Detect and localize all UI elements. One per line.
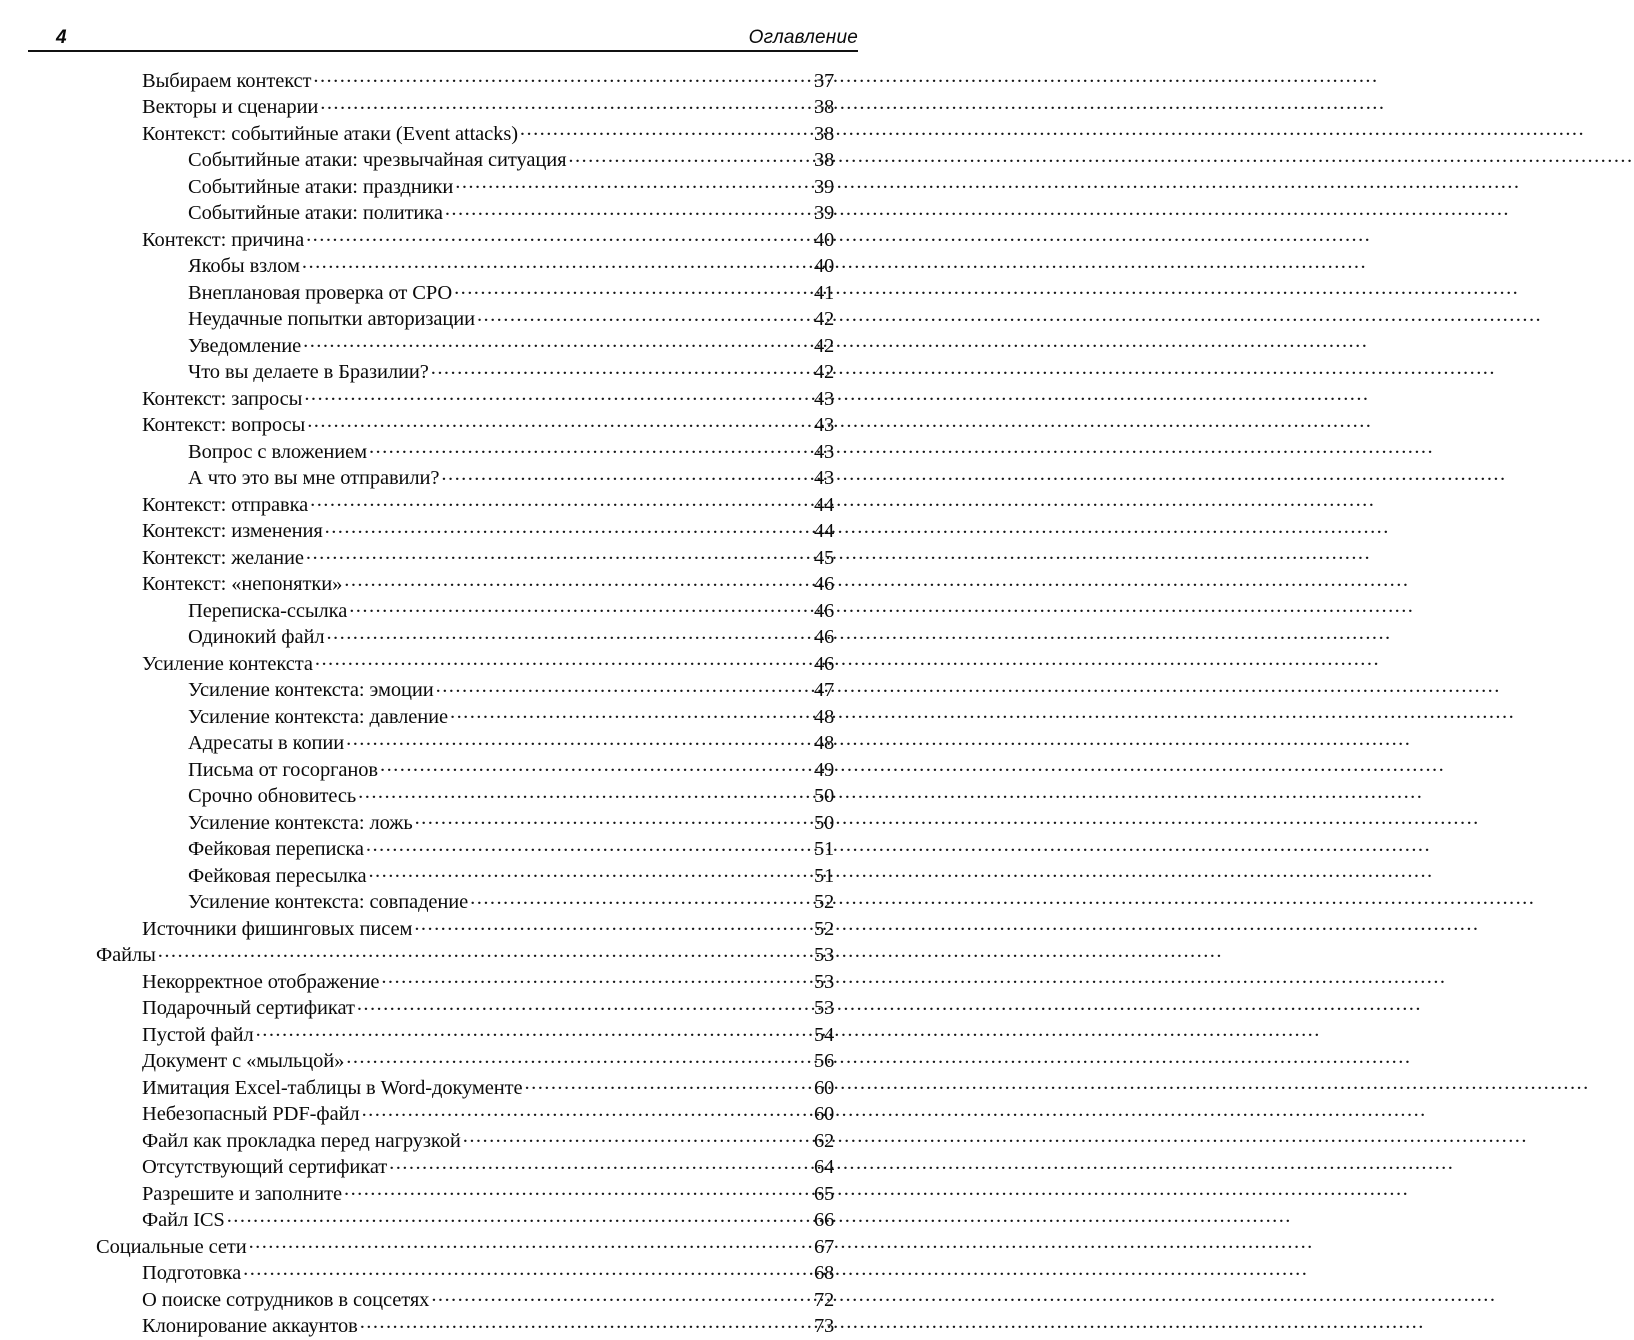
toc-entry-page-number: 41 bbox=[814, 281, 835, 304]
toc-leader-dots bbox=[158, 941, 813, 962]
toc-entry-label: Контекст: событийные атаки (Event attacks) bbox=[142, 122, 518, 145]
toc-entry[interactable] bbox=[0, 649, 915, 676]
toc-entry-label: Письма от госорганов bbox=[188, 758, 379, 781]
toc-entry[interactable] bbox=[0, 464, 915, 491]
toc-entry[interactable] bbox=[0, 1100, 915, 1127]
toc-entry[interactable] bbox=[0, 358, 915, 385]
toc-entry-page-number: 43 bbox=[814, 414, 835, 436]
toc-entry-label: Усиление контекста bbox=[142, 652, 313, 675]
toc-leader-dots bbox=[415, 808, 813, 829]
toc-entry-label: Адресаты в копии bbox=[188, 732, 345, 754]
toc-entry-page-number: 46 bbox=[814, 573, 835, 595]
toc-entry-label: Векторы и сценарии bbox=[142, 96, 319, 118]
toc-entry-page-number: 46 bbox=[814, 652, 835, 675]
toc-entry-page-number: 38 bbox=[814, 149, 835, 171]
toc-entry-label: Контекст: отправка bbox=[142, 493, 309, 516]
toc-leader-dots bbox=[313, 66, 813, 87]
toc-entry-label: Некорректное отображение bbox=[142, 970, 380, 993]
toc-entry-page-number: 50 bbox=[814, 785, 835, 807]
toc-entry-label: Якобы взлом bbox=[188, 255, 300, 277]
toc-leader-dots bbox=[249, 1232, 813, 1253]
toc-leader-dots bbox=[381, 967, 813, 988]
toc-entry-page-number: 60 bbox=[814, 1103, 835, 1125]
toc-entry[interactable] bbox=[0, 331, 915, 358]
toc-entry[interactable] bbox=[0, 755, 915, 782]
toc-entry[interactable] bbox=[0, 199, 915, 226]
toc-entry-label: Контекст: причина bbox=[142, 228, 305, 251]
toc-entry[interactable] bbox=[0, 623, 915, 650]
toc-entry[interactable] bbox=[0, 1020, 915, 1047]
toc-entry[interactable] bbox=[0, 146, 915, 173]
toc-entry-label: Внеплановая проверка от СРО bbox=[188, 281, 453, 304]
toc-entry-label: Событийные атаки: политика bbox=[188, 202, 443, 224]
toc-leader-dots bbox=[450, 702, 813, 723]
toc-entry[interactable] bbox=[0, 437, 915, 464]
toc-leader-dots bbox=[349, 596, 813, 617]
toc-entry-label: А что это вы мне отправили? bbox=[188, 467, 440, 489]
toc-leader-dots bbox=[366, 835, 813, 856]
toc-entry-page-number: 47 bbox=[814, 679, 835, 701]
toc-entry-label: Разрешите и заполните bbox=[142, 1182, 342, 1205]
toc-entry-label: Событийные атаки: чрезвычайная ситуация bbox=[188, 149, 567, 171]
toc-entry-page-number: 42 bbox=[814, 308, 835, 330]
toc-entry-label: Файл как прокладка перед нагрузкой bbox=[142, 1129, 461, 1152]
toc-leader-dots bbox=[568, 146, 813, 167]
toc-entry-label: Фейковая переписка bbox=[188, 838, 364, 860]
toc-leader-dots bbox=[369, 437, 813, 458]
toc-entry-page-number: 42 bbox=[814, 361, 835, 383]
toc-entry-label: Социальные сети bbox=[96, 1235, 247, 1258]
toc-entry[interactable] bbox=[0, 305, 915, 332]
toc-entry[interactable] bbox=[0, 967, 915, 994]
toc-entry[interactable] bbox=[0, 411, 915, 438]
toc-leader-dots bbox=[463, 1126, 813, 1147]
toc-entry-page-number: 48 bbox=[814, 705, 835, 728]
toc-entry-label: Источники фишинговых писем bbox=[142, 917, 413, 940]
toc-entry-page-number: 53 bbox=[814, 944, 835, 966]
toc-entry[interactable] bbox=[0, 888, 915, 915]
toc-entry-label: Усиление контекста: давление bbox=[188, 705, 448, 728]
toc-entry-page-number: 43 bbox=[814, 467, 835, 489]
toc-entry-label: Контекст: желание bbox=[142, 546, 304, 569]
toc-leader-dots bbox=[320, 93, 813, 114]
running-head-title: Оглавление bbox=[748, 27, 858, 48]
toc-leader-dots bbox=[414, 914, 813, 935]
toc-entry-page-number: 64 bbox=[814, 1156, 835, 1178]
toc-leader-dots bbox=[380, 755, 813, 776]
toc-entry-page-number: 49 bbox=[814, 758, 835, 781]
toc-entry-page-number: 56 bbox=[814, 1050, 835, 1072]
toc-entry[interactable] bbox=[0, 1047, 915, 1074]
toc-entry-page-number: 53 bbox=[814, 997, 835, 1019]
toc-leader-dots bbox=[525, 1073, 813, 1094]
toc-leader-dots bbox=[310, 490, 813, 511]
toc-leader-dots bbox=[362, 1100, 813, 1121]
toc-leader-dots bbox=[325, 517, 813, 538]
toc-entry[interactable] bbox=[0, 66, 915, 93]
toc-entry-label: Файл ICS bbox=[142, 1209, 225, 1231]
toc-leader-dots bbox=[306, 225, 813, 246]
toc-leader-dots bbox=[344, 570, 813, 591]
toc-entry-page-number: 51 bbox=[814, 864, 835, 887]
toc-leader-dots bbox=[477, 305, 813, 326]
toc-entry[interactable] bbox=[0, 1259, 915, 1286]
table-of-contents bbox=[0, 66, 915, 1338]
toc-entry[interactable] bbox=[0, 1073, 915, 1100]
toc-entry-page-number: 39 bbox=[814, 202, 835, 224]
toc-entry-page-number: 73 bbox=[814, 1315, 835, 1337]
toc-entry-page-number: 40 bbox=[814, 228, 835, 251]
toc-leader-dots bbox=[431, 1285, 813, 1306]
toc-entry-label: Уведомление bbox=[188, 334, 302, 357]
toc-entry[interactable] bbox=[0, 782, 915, 809]
toc-entry[interactable] bbox=[0, 1126, 915, 1153]
toc-entry[interactable] bbox=[0, 1179, 915, 1206]
toc-entry-page-number: 53 bbox=[814, 970, 835, 993]
toc-entry-label: Усиление контекста: ложь bbox=[188, 811, 413, 834]
toc-entry-page-number: 60 bbox=[814, 1076, 835, 1099]
toc-entry[interactable] bbox=[0, 278, 915, 305]
toc-entry-label: Файлы bbox=[96, 944, 156, 966]
toc-leader-dots bbox=[303, 331, 813, 352]
toc-entry-page-number: 52 bbox=[814, 891, 835, 913]
toc-entry-page-number: 42 bbox=[814, 334, 835, 357]
toc-leader-dots bbox=[368, 861, 813, 882]
toc-entry[interactable] bbox=[0, 225, 915, 252]
toc-entry[interactable] bbox=[0, 93, 915, 120]
toc-leader-dots bbox=[445, 199, 813, 220]
toc-entry[interactable] bbox=[0, 702, 915, 729]
toc-leader-dots bbox=[441, 464, 813, 485]
toc-entry[interactable] bbox=[0, 543, 915, 570]
page-folio: 4 bbox=[56, 27, 67, 48]
toc-entry-label: Неудачные попытки авторизации bbox=[188, 308, 475, 330]
toc-entry-label: Небезопасный PDF-файл bbox=[142, 1103, 360, 1125]
toc-entry-label: Усиление контекста: эмоции bbox=[188, 679, 434, 701]
toc-entry-page-number: 50 bbox=[814, 811, 835, 834]
toc-entry[interactable] bbox=[0, 994, 915, 1021]
toc-entry-page-number: 44 bbox=[814, 493, 835, 516]
toc-entry[interactable] bbox=[0, 1232, 915, 1259]
toc-entry-page-number: 46 bbox=[814, 626, 835, 648]
toc-entry[interactable] bbox=[0, 490, 915, 517]
toc-entry-label: Выбираем контекст bbox=[142, 69, 312, 92]
toc-entry[interactable] bbox=[0, 914, 915, 941]
toc-entry[interactable] bbox=[0, 676, 915, 703]
toc-entry[interactable] bbox=[0, 172, 915, 199]
toc-entry-label: Отсутствующий сертификат bbox=[142, 1156, 388, 1178]
toc-entry[interactable] bbox=[0, 808, 915, 835]
toc-entry[interactable] bbox=[0, 384, 915, 411]
toc-leader-dots bbox=[304, 384, 813, 405]
toc-leader-dots bbox=[306, 543, 813, 564]
toc-entry[interactable] bbox=[0, 835, 915, 862]
toc-entry-label: Пустой файл bbox=[142, 1023, 254, 1046]
toc-entry-page-number: 51 bbox=[814, 838, 835, 860]
toc-entry-label: Усиление контекста: совпадение bbox=[188, 891, 469, 913]
toc-entry-label: Одинокий файл bbox=[188, 626, 325, 648]
toc-leader-dots bbox=[454, 278, 813, 299]
toc-leader-dots bbox=[455, 172, 813, 193]
toc-entry[interactable] bbox=[0, 729, 915, 756]
toc-entry-page-number: 54 bbox=[814, 1023, 835, 1046]
toc-leader-dots bbox=[431, 358, 813, 379]
toc-entry-page-number: 37 bbox=[814, 69, 835, 92]
toc-entry-label: Контекст: вопросы bbox=[142, 414, 306, 436]
toc-entry-label: Клонирование аккаунтов bbox=[142, 1315, 358, 1337]
toc-entry-page-number: 40 bbox=[814, 255, 835, 277]
toc-entry[interactable] bbox=[0, 119, 915, 146]
toc-entry[interactable] bbox=[0, 861, 915, 888]
toc-leader-dots bbox=[357, 994, 813, 1015]
toc-entry[interactable] bbox=[0, 941, 915, 968]
toc-leader-dots bbox=[346, 1047, 813, 1068]
toc-leader-dots bbox=[227, 1206, 813, 1227]
toc-entry-label: О поиске сотрудников в соцсетях bbox=[142, 1288, 430, 1311]
toc-leader-dots bbox=[358, 782, 813, 803]
toc-entry-page-number: 38 bbox=[814, 96, 835, 118]
toc-entry[interactable] bbox=[0, 570, 915, 597]
toc-entry-page-number: 43 bbox=[814, 387, 835, 410]
toc-entry-page-number: 52 bbox=[814, 917, 835, 940]
toc-entry-label: Срочно обновитесь bbox=[188, 785, 357, 807]
toc-leader-dots bbox=[302, 252, 813, 273]
toc-entry-label: Контекст: запросы bbox=[142, 387, 303, 410]
toc-entry-page-number: 67 bbox=[814, 1235, 835, 1258]
toc-leader-dots bbox=[360, 1312, 813, 1333]
toc-entry-label: Переписка-ссылка bbox=[188, 599, 348, 622]
toc-entry-page-number: 72 bbox=[814, 1288, 835, 1311]
toc-entry-label: Вопрос с вложением bbox=[188, 440, 367, 463]
toc-entry-page-number: 38 bbox=[814, 122, 835, 145]
toc-entry-label: Контекст: «непонятки» bbox=[142, 573, 343, 595]
toc-leader-dots bbox=[243, 1259, 813, 1280]
toc-entry-page-number: 43 bbox=[814, 440, 835, 463]
toc-entry[interactable] bbox=[0, 1285, 915, 1312]
toc-leader-dots bbox=[470, 888, 813, 909]
toc-entry-page-number: 39 bbox=[814, 175, 835, 198]
toc-leader-dots bbox=[256, 1020, 813, 1041]
toc-entry-label: Подарочный сертификат bbox=[142, 997, 355, 1019]
toc-leader-dots bbox=[307, 411, 813, 432]
toc-leader-dots bbox=[326, 623, 813, 644]
toc-entry-page-number: 62 bbox=[814, 1129, 835, 1152]
toc-entry-page-number: 68 bbox=[814, 1262, 835, 1284]
toc-entry[interactable] bbox=[0, 596, 915, 623]
toc-entry-label: Контекст: изменения bbox=[142, 520, 323, 542]
toc-entry-page-number: 45 bbox=[814, 546, 835, 569]
toc-entry[interactable] bbox=[0, 252, 915, 279]
toc-entry-label: Что вы делаете в Бразилии? bbox=[188, 361, 429, 383]
toc-entry[interactable] bbox=[0, 1206, 915, 1233]
toc-entry-page-number: 66 bbox=[814, 1209, 835, 1231]
toc-entry-label: Имитация Excel-таблицы в Word-документе bbox=[142, 1076, 523, 1099]
toc-leader-dots bbox=[344, 1179, 813, 1200]
toc-entry[interactable] bbox=[0, 517, 915, 544]
toc-leader-dots bbox=[520, 119, 813, 140]
toc-entry-page-number: 46 bbox=[814, 599, 835, 622]
toc-entry-page-number: 48 bbox=[814, 732, 835, 754]
toc-leader-dots bbox=[389, 1153, 813, 1174]
toc-entry[interactable] bbox=[0, 1312, 915, 1339]
toc-leader-dots bbox=[436, 676, 813, 697]
toc-entry-page-number: 65 bbox=[814, 1182, 835, 1205]
toc-leader-dots bbox=[315, 649, 813, 670]
toc-entry-label: Фейковая пересылка bbox=[188, 864, 367, 887]
running-head bbox=[28, 22, 858, 52]
toc-entry-label: Подготовка bbox=[142, 1262, 242, 1284]
toc-entry[interactable] bbox=[0, 1153, 915, 1180]
toc-entry-label: Документ с «мыльцой» bbox=[142, 1050, 345, 1072]
toc-entry-page-number: 44 bbox=[814, 520, 835, 542]
toc-entry-label: Событийные атаки: праздники bbox=[188, 175, 454, 198]
toc-leader-dots bbox=[346, 729, 813, 750]
